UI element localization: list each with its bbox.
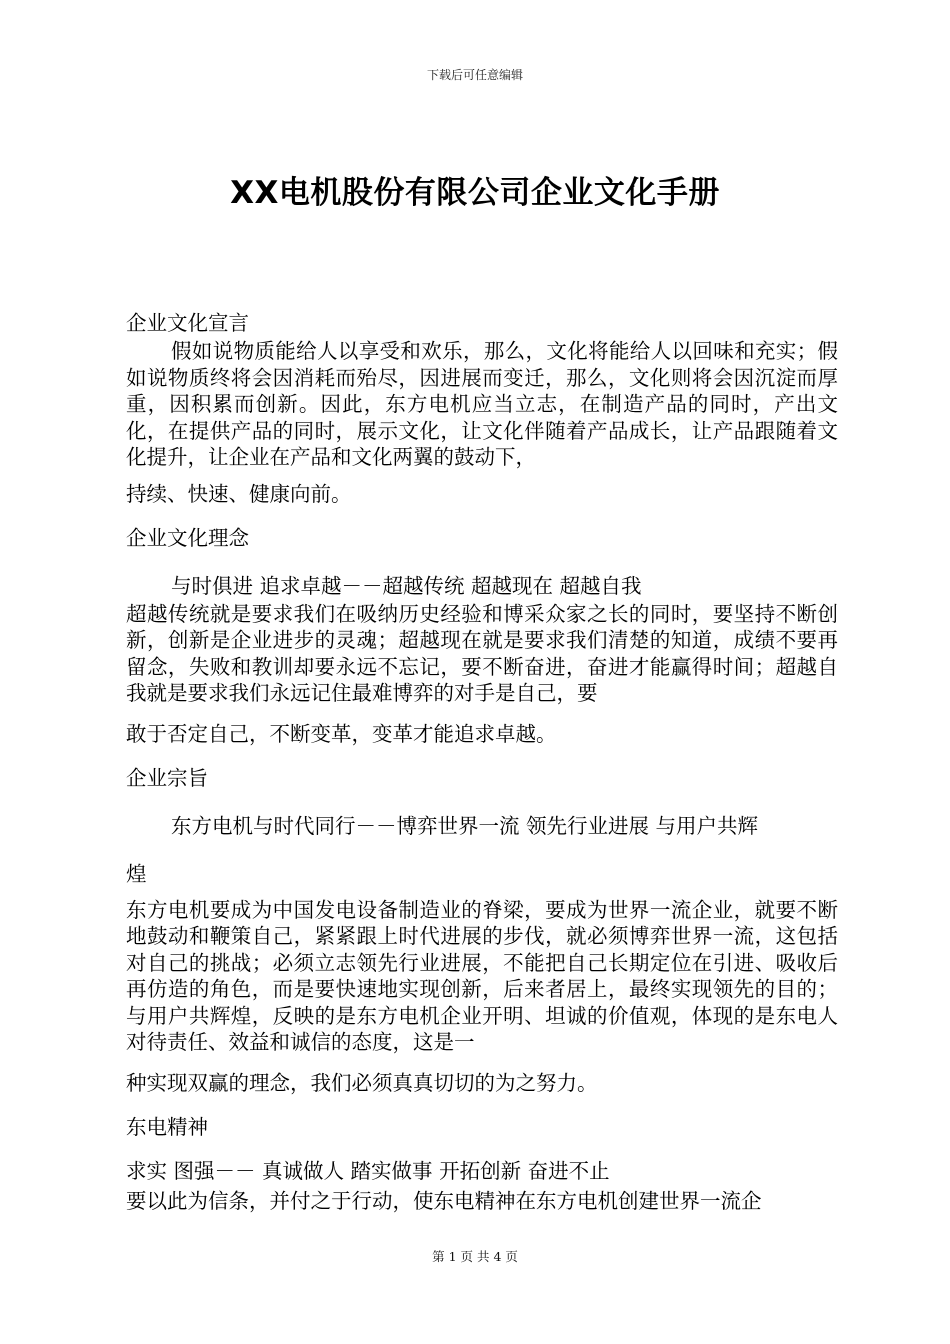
section-heading-philosophy: 企业文化理念 bbox=[126, 525, 249, 550]
page-footer: 第 1 页 共 4 页 bbox=[432, 1249, 518, 1264]
section-paragraph-mission: 东方电机要成为中国发电设备制造业的脊梁，要成为世界一流企业，就要不断地鼓动和鞭策自己，紧紧跟上时代进展的步伐，就必须博弈世界一流，这包括对自己的挑战；必须立志领先行业进展，不能把自己长期定位在引进、吸收后再仿造的角色，而是要快速地实现创新，后来者居上，最终实现领先的目的；与用户共辉煌，反映的是东方电机企业开明、坦诚的价值观，体现的是东电人对待责任、效益和诚信的态度，这是一 bbox=[126, 897, 838, 1054]
section-paragraph-declaration: 假如说物质能给人以享受和欢乐，那么，文化将能给人以回味和充实；假如说物质终将会因消耗而殆尽，因进展而变迁，那么，文化则将会因沉淀而厚重，因积累而创新。因此，东方电机应当立志，在制造产品的同时，产出文化，在提供产品的同时，展示文化，让文化伴随着产品成长，让产品跟随着文化提升，让企业在产品和文化两翼的鼓动下， bbox=[126, 339, 838, 469]
section-heading-mission: 企业宗旨 bbox=[126, 765, 208, 790]
section-slogan-spirit: 求实 图强－－ 真诚做人 踏实做事 开拓创新 奋进不止 bbox=[126, 1158, 610, 1183]
section-heading-declaration: 企业文化宣言 bbox=[126, 311, 249, 335]
document-body bbox=[126, 308, 838, 1216]
document-title: XX电机股份有限公司企业文化手册 bbox=[230, 175, 720, 211]
section-paragraph-mission-end: 种实现双赢的理念，我们必须真真切切的为之努力。 bbox=[126, 1070, 598, 1095]
section-paragraph-spirit: 要以此为信条，并付之于行动，使东电精神在东方电机创建世界一流企 bbox=[126, 1188, 762, 1213]
section-paragraph-philosophy: 超越传统就是要求我们在吸纳历史经验和博采众家之长的同时，要坚持不断创新，创新是企业进步的灵魂；超越现在就是要求我们清楚的知道，成绩不要再留念，失败和教训却要永远不忘记，要不断奋进，奋进才能赢得时间；超越自我就是要求我们永远记住最难博弈的对手是自己，要 bbox=[126, 601, 838, 705]
section-slogan-philosophy: 与时俱进 追求卓越－－超越传统 超越现在 超越自我 bbox=[171, 573, 642, 598]
section-slogan-mission: 东方电机与时代同行－－博弈世界一流 领先行业进展 与用户共辉 bbox=[171, 813, 759, 838]
section-paragraph-declaration-end: 持续、快速、健康向前。 bbox=[126, 481, 352, 506]
page-header-note: 下载后可任意编辑 bbox=[426, 68, 523, 82]
section-paragraph-philosophy-end: 敢于否定自己，不断变革，变革才能追求卓越。 bbox=[126, 721, 557, 746]
section-heading-spirit: 东电精神 bbox=[126, 1114, 208, 1139]
section-slogan-mission-end: 煌 bbox=[126, 861, 147, 886]
